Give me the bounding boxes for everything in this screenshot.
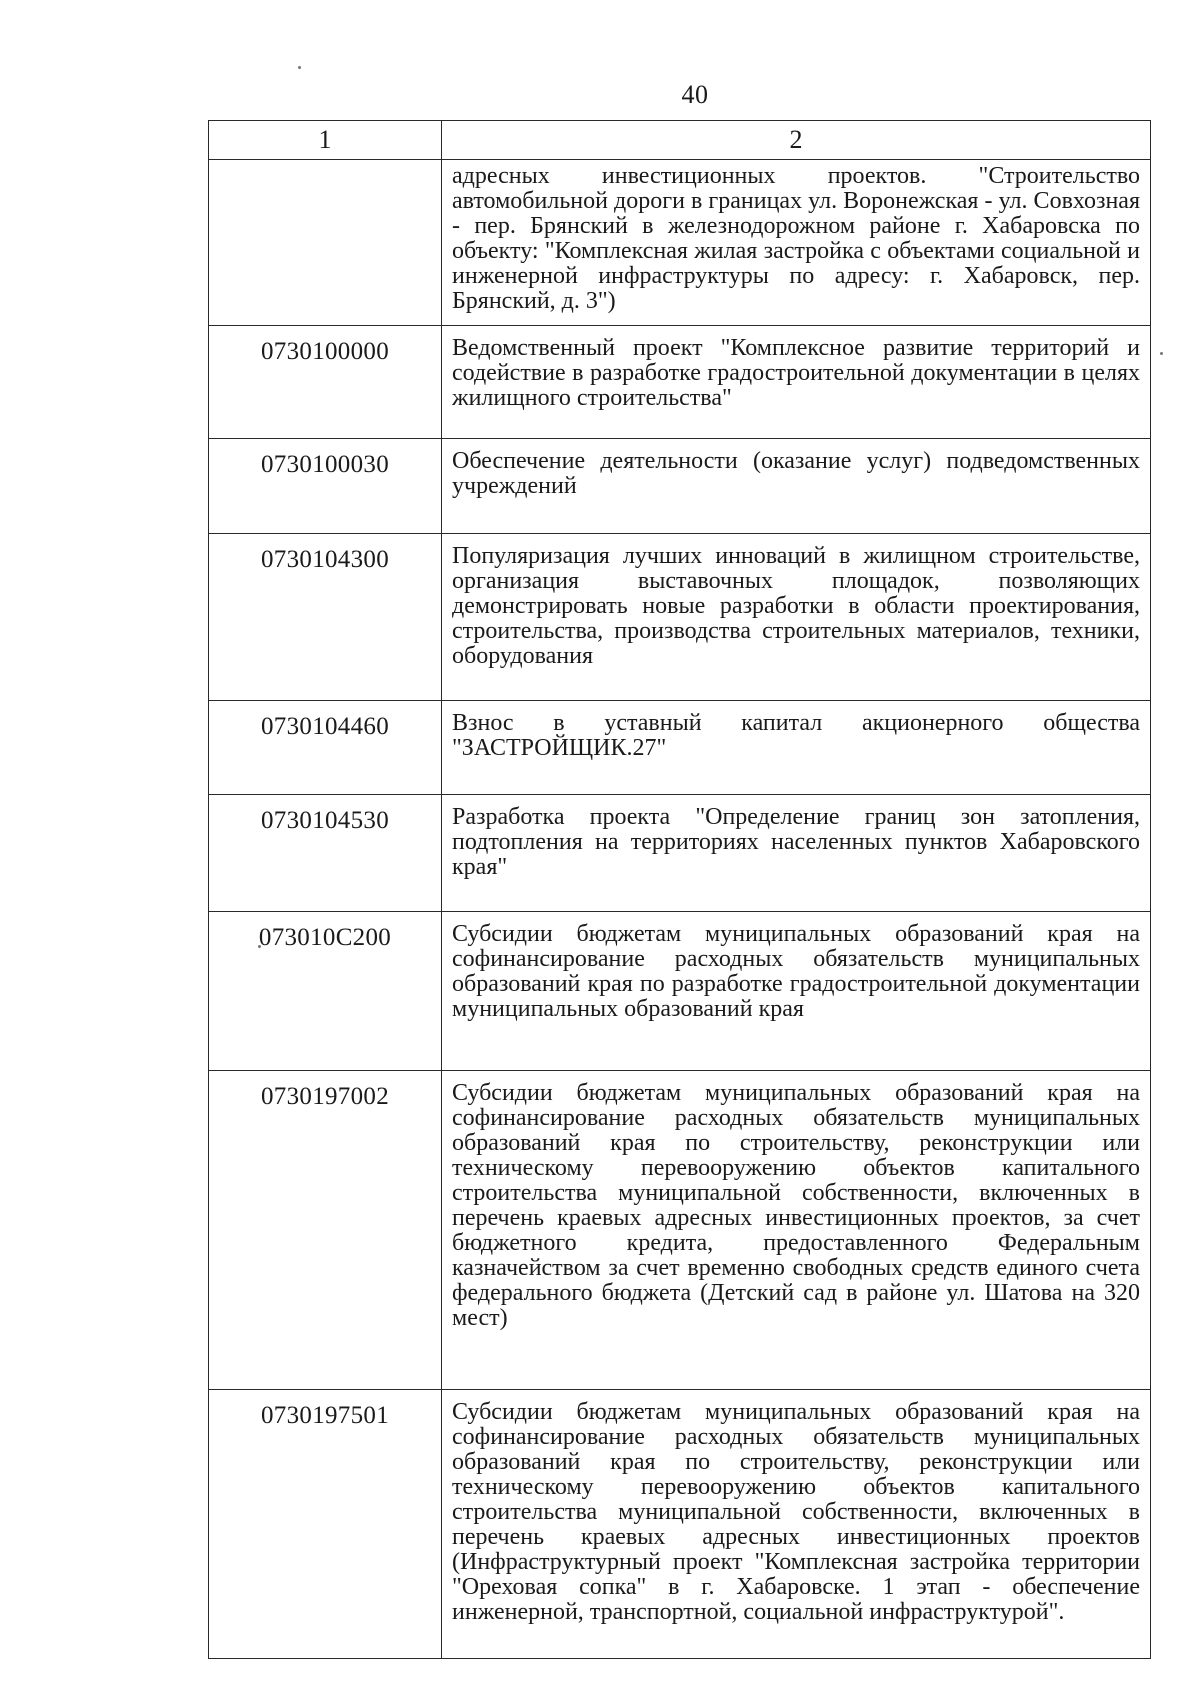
table-row (209, 795, 1151, 912)
row-description: Разработка проекта "Определение границ зон затопления, подтопления на территориях населенных пунктов Хабаровского края" (442, 795, 1151, 912)
row-code: 0730100000 (209, 326, 442, 439)
row-description: адресных инвестиционных проектов. "Строительство автомобильной дороги в границах ул. Воронежская - ул. Совхозная - пер. Брянский в железнодорожном районе г. Хабаровска по объекту: "Комплексная жилая застройка с объектами социальной и инженерной инфраструктуры по адресу: г. Хабаровск, пер. Брянский, д. 3") (442, 160, 1151, 326)
table-row (209, 1390, 1151, 1659)
row-description: Субсидии бюджетам муниципальных образований края на софинансирование расходных обязательств муниципальных образований края по строительству, реконструкции или техническому перевооружению объектов капитального строительства муниципальной собственности, включенных в перечень краевых адресных инвестиционных проектов (Инфраструктурный проект "Комплексная застройка территории "Ореховая сопка" в г. Хабаровске. 1 этап - обеспечение инженерной, транспортной, социальной инфраструктурой". (442, 1390, 1151, 1659)
row-code: 0730104300 (209, 534, 442, 701)
row-description: Ведомственный проект "Комплексное развитие территорий и содействие в разработке градостроительной документации в целях жилищного строительства" (442, 326, 1151, 439)
row-description: Популяризация лучших инноваций в жилищном строительстве, организация выставочных площадок, позволяющих демонстрировать новые разработки в области проектирования, строительства, производства строительных материалов, техники, оборудования (442, 534, 1151, 701)
row-description: Взнос в уставный капитал акционерного общества "ЗАСТРОЙЩИК.27" (442, 701, 1151, 795)
table-row (209, 912, 1151, 1071)
row-description: Субсидии бюджетам муниципальных образований края на софинансирование расходных обязательств муниципальных образований края по строительству, реконструкции или техническому перевооружению объектов капитального строительства муниципальной собственности, включенных в перечень краевых адресных инвестиционных проектов, за счет бюджетного кредита, предоставленного Федеральным казначейством за счет временно свободных средств единого счета федерального бюджета (Детский сад в районе ул. Шатова на 320 мест) (442, 1071, 1151, 1390)
page-number: 40 (681, 80, 709, 109)
budget-classification-table (208, 120, 1151, 1659)
row-code: 0730104460 (209, 701, 442, 795)
row-code: 0730104530 (209, 795, 442, 912)
scan-speck (298, 66, 301, 69)
column-header-description: 2 (442, 121, 1151, 160)
column-header-code: 1 (209, 121, 442, 160)
row-code: 0730100030 (209, 439, 442, 534)
table-row (209, 1071, 1151, 1390)
table-row (209, 326, 1151, 439)
table-row (209, 439, 1151, 534)
row-description: Обеспечение деятельности (оказание услуг) подведомственных учреждений (442, 439, 1151, 534)
table-row (209, 534, 1151, 701)
scan-speck (1160, 352, 1163, 355)
row-description: Субсидии бюджетам муниципальных образований края на софинансирование расходных обязательств муниципальных образований края по разработке градостроительной документации муниципальных образований края (442, 912, 1151, 1071)
row-code: 0730197501 (209, 1390, 442, 1659)
table-header-row (209, 121, 1151, 160)
table-row (209, 701, 1151, 795)
table-row (209, 160, 1151, 326)
row-code (209, 160, 442, 326)
row-code: 073010C200 (209, 912, 442, 1071)
row-code: 0730197002 (209, 1071, 442, 1390)
